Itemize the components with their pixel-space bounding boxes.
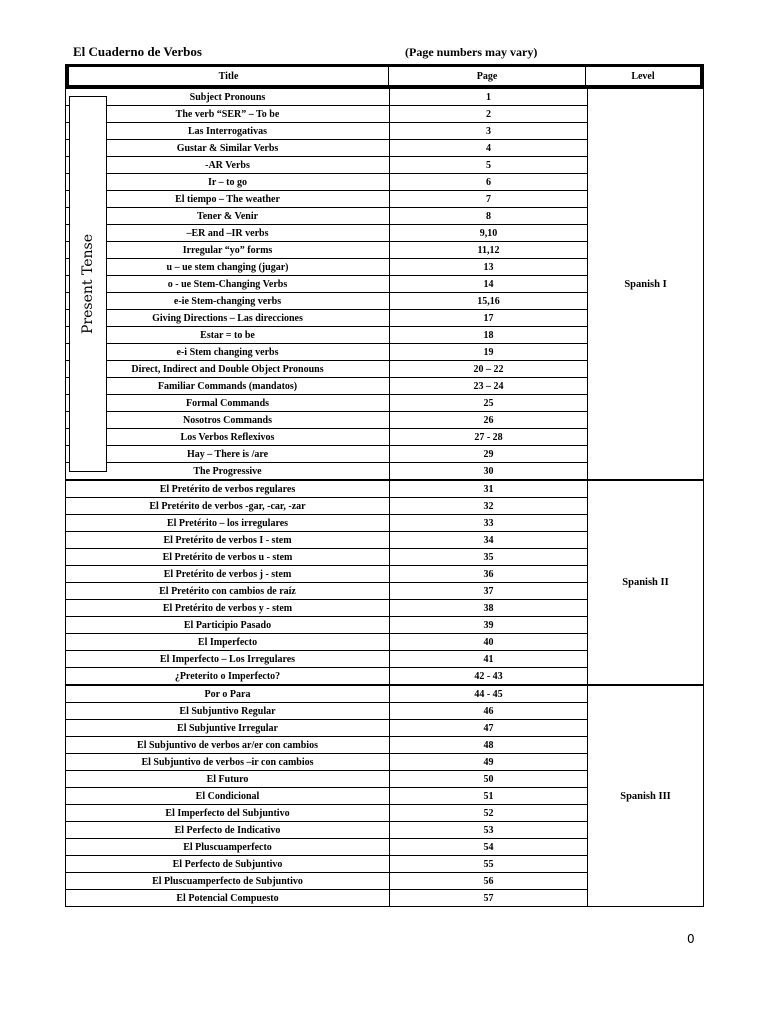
row-page: 41 [390,651,588,668]
row-page: 44 - 45 [390,685,588,703]
table-row [66,89,704,106]
column-header-title: Title [69,67,389,85]
row-title: Giving Directions – Las direcciones [66,310,390,327]
row-title: e-i Stem changing verbs [66,344,390,361]
row-page: 51 [390,788,588,805]
row-page: 27 - 28 [390,429,588,446]
column-header-page: Page [389,67,586,85]
table-row [66,480,704,498]
row-title: El Perfecto de Indicativo [66,822,390,839]
row-title: –ER and –IR verbs [66,225,390,242]
row-title: El Imperfecto [66,634,390,651]
row-page: 54 [390,839,588,856]
table-body [65,88,704,907]
row-title: El Imperfecto – Los Irregulares [66,651,390,668]
page-numbers-note: (Page numbers may vary) [405,45,538,59]
row-page: 29 [390,446,588,463]
row-page: 13 [390,259,588,276]
row-title: Familiar Commands (mandatos) [66,378,390,395]
row-title: Tener & Venir [66,208,390,225]
present-tense-label: Present Tense [80,234,96,334]
column-header-level: Level [631,70,655,82]
row-page: 42 - 43 [390,668,588,686]
row-page: 3 [390,123,588,140]
row-page: 20 – 22 [390,361,588,378]
row-page: 53 [390,822,588,839]
row-page: 23 – 24 [390,378,588,395]
row-title: Los Verbos Reflexivos [66,429,390,446]
row-title: El Subjuntivo Regular [66,703,390,720]
row-page: 17 [390,310,588,327]
row-page: 6 [390,174,588,191]
row-page: 15,16 [390,293,588,310]
table-row [66,685,704,703]
row-title: u – ue stem changing (jugar) [66,259,390,276]
row-page: 25 [390,395,588,412]
row-title: El Pluscuamperfecto de Subjuntivo [66,873,390,890]
row-page: 48 [390,737,588,754]
row-page: 39 [390,617,588,634]
row-page: 47 [390,720,588,737]
row-title: El Pretérito con cambios de raíz [66,583,390,600]
row-title: El Subjuntive Irregular [66,720,390,737]
row-page: 1 [390,89,588,106]
row-page: 32 [390,498,588,515]
level-cell: Spanish II [588,480,704,685]
row-title: El Pretérito de verbos -gar, -car, -zar [66,498,390,515]
level-cell: Spanish III [588,685,704,907]
row-title: El Pretérito – los irregulares [66,515,390,532]
row-page: 31 [390,480,588,498]
row-page: 57 [390,890,588,907]
row-page: 11,12 [390,242,588,259]
row-title: El Imperfecto del Subjuntivo [66,805,390,822]
row-page: 52 [390,805,588,822]
row-title: The Progressive [66,463,390,481]
row-title: El Condicional [66,788,390,805]
row-title: El Pretérito de verbos j - stem [66,566,390,583]
row-title: El Pretérito de verbos u - stem [66,549,390,566]
row-page: 33 [390,515,588,532]
row-title: El Potencial Compuesto [66,890,390,907]
row-page: 8 [390,208,588,225]
row-page: 35 [390,549,588,566]
row-title: El tiempo – The weather [66,191,390,208]
row-title: El Pretérito de verbos I - stem [66,532,390,549]
row-title: Irregular “yo” forms [66,242,390,259]
row-title: -AR Verbs [66,157,390,174]
level-cell: Spanish I [588,89,704,481]
verb-index-table [65,64,704,907]
row-page: 56 [390,873,588,890]
row-title: El Pluscuamperfecto [66,839,390,856]
row-title: The verb “SER” – To be [66,106,390,123]
row-page: 26 [390,412,588,429]
row-title: e-ie Stem-changing verbs [66,293,390,310]
document-title: El Cuaderno de Verbos [73,44,202,59]
row-page: 5 [390,157,588,174]
row-title: Por o Para [66,685,390,703]
row-title: Hay – There is /are [66,446,390,463]
row-title: El Pretérito de verbos y - stem [66,600,390,617]
row-page: 36 [390,566,588,583]
row-title: Nosotros Commands [66,412,390,429]
row-title: El Participio Pasado [66,617,390,634]
present-tense-box [69,96,107,472]
row-title: El Subjuntivo de verbos ar/er con cambios [66,737,390,754]
row-title: El Pretérito de verbos regulares [66,480,390,498]
row-page: 7 [390,191,588,208]
row-title: Estar = to be [66,327,390,344]
row-page: 2 [390,106,588,123]
row-page: 18 [390,327,588,344]
row-title: El Subjuntivo de verbos –ir con cambios [66,754,390,771]
table-header-row [65,64,704,88]
row-title: El Perfecto de Subjuntivo [66,856,390,873]
row-title: Ir – to go [66,174,390,191]
row-title: Direct, Indirect and Double Object Pronouns [66,361,390,378]
row-title: Las Interrogativas [66,123,390,140]
row-page: 40 [390,634,588,651]
row-page: 38 [390,600,588,617]
row-page: 9,10 [390,225,588,242]
row-page: 37 [390,583,588,600]
row-page: 46 [390,703,588,720]
row-title: El Futuro [66,771,390,788]
row-page: 14 [390,276,588,293]
row-page: 4 [390,140,588,157]
row-page: 30 [390,463,588,481]
row-title: ¿Preterito o Imperfecto? [66,668,390,686]
row-page: 55 [390,856,588,873]
page-number: 0 [687,932,695,946]
table-rows [66,89,704,907]
row-title: Gustar & Similar Verbs [66,140,390,157]
row-page: 34 [390,532,588,549]
row-title: o - ue Stem-Changing Verbs [66,276,390,293]
row-title: Formal Commands [66,395,390,412]
row-page: 19 [390,344,588,361]
row-page: 49 [390,754,588,771]
row-title: Subject Pronouns [66,89,390,106]
row-page: 50 [390,771,588,788]
